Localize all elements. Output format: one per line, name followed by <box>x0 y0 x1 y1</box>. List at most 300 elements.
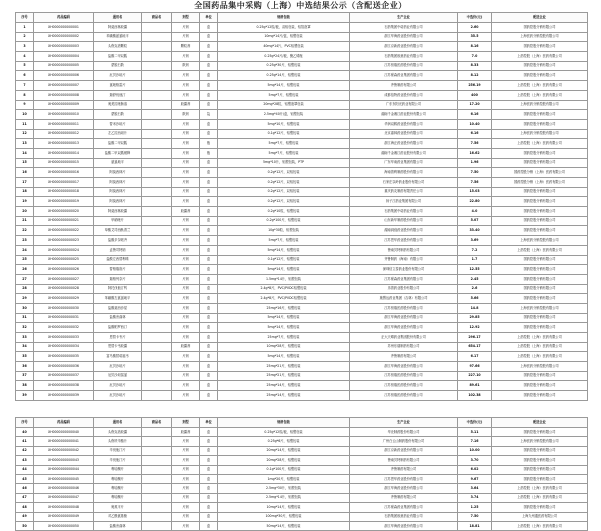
cell-code: XH0000000000003 <box>34 42 94 52</box>
cell-form: 片剂 <box>172 158 200 168</box>
cell-spec: 20mg*14片，铝塑包装 <box>218 446 350 455</box>
cell-name: 盐酸莫西沙星 <box>94 303 142 313</box>
cell-no: 46 <box>16 484 34 493</box>
header-price: 中选价(元) <box>458 13 492 23</box>
cell-brand <box>142 313 172 323</box>
cell-company: 国药控股分销有限公司 <box>492 197 588 207</box>
table-row <box>16 465 588 474</box>
cell-brand <box>142 294 172 304</box>
cell-form: 片剂 <box>172 465 200 474</box>
cell-spec: 20mg*28粒，铝塑泡罩包装 <box>218 100 350 110</box>
cell-code: XH0000000000012 <box>34 129 94 139</box>
table-row <box>16 207 588 217</box>
table-row <box>16 437 588 446</box>
cell-form: 片剂 <box>172 81 200 91</box>
cell-name: 蒙脱石散 <box>94 61 142 71</box>
cell-brand <box>142 32 172 42</box>
cell-unit: 盒 <box>200 474 218 483</box>
header-maker: 生产企业 <box>350 418 458 428</box>
cell-no: 40 <box>16 428 34 437</box>
header-no: 序号 <box>16 418 34 428</box>
cell-code: XH0000000000024 <box>34 245 94 255</box>
table-row <box>16 371 588 381</box>
cell-form: 片剂 <box>172 484 200 493</box>
cell-maker: 广州白云山制药股份有限公司 <box>350 437 458 446</box>
cell-code: XH0000000000044 <box>34 465 94 474</box>
cell-company: 国药控股分销有限公司 <box>492 381 588 391</box>
cell-no: 3 <box>16 42 34 52</box>
cell-maker: 江苏恒瑞医药股份有限公司 <box>350 391 458 401</box>
cell-maker: 江苏恒瑞医药股份有限公司 <box>350 381 458 391</box>
cell-company: 国药控股分销有限公司 <box>492 465 588 474</box>
cell-spec: 10mg*28片，铝塑包装 <box>218 342 350 352</box>
table-row <box>16 294 588 304</box>
cell-code: XH0000000000027 <box>34 274 94 284</box>
cell-code: XH0000000000005 <box>34 61 94 71</box>
cell-no: 18 <box>16 187 34 197</box>
cell-maker: 湖南洞庭药业股份有限公司 <box>350 226 458 236</box>
cell-company: 国药控股分销有限公司 <box>492 391 588 401</box>
cell-price: 7.56 <box>458 139 492 149</box>
cell-brand <box>142 119 172 129</box>
cell-code: XH0000000000011 <box>34 119 94 129</box>
cell-company: 国药控股分销有限公司 <box>492 187 588 197</box>
table-row <box>16 81 588 91</box>
cell-price: 35.5 <box>458 32 492 42</box>
table-row <box>16 119 588 129</box>
cell-form: 片剂 <box>172 333 200 343</box>
cell-spec: 2.4g*8片，PVC/PVDC铝塑包装 <box>218 294 350 304</box>
cell-no: 41 <box>16 437 34 446</box>
cell-code: XH0000000000019 <box>34 197 94 207</box>
cell-unit: 盒 <box>200 61 218 71</box>
cell-brand <box>142 428 172 437</box>
cell-maker: 齐鲁制药有限公司 <box>350 493 458 502</box>
cell-maker: 浙江华海药业股份有限公司 <box>350 521 458 530</box>
cell-no: 15 <box>16 158 34 168</box>
cell-no: 2 <box>16 32 34 42</box>
header-code: 药品编码 <box>34 13 94 23</box>
cell-company: 上药控股（上海）医药有限公司 <box>492 342 588 352</box>
cell-company: 国药控股分销有限公司 <box>492 456 588 465</box>
cell-brand <box>142 236 172 246</box>
cell-unit: 盒 <box>200 294 218 304</box>
cell-unit: 盒 <box>200 265 218 275</box>
cell-name: 厄贝沙坦片 <box>94 362 142 372</box>
cell-no: 28 <box>16 284 34 294</box>
cell-price: 7.50 <box>458 168 492 178</box>
cell-spec: 10g*30粒，铝塑包装 <box>218 226 350 236</box>
cell-unit: 盒 <box>200 323 218 333</box>
cell-spec: 5mg*14片，铝塑包装 <box>218 81 350 91</box>
cell-price: 6.16 <box>458 129 492 139</box>
cell-maker: 石药集团欧意药业有限公司 <box>350 512 458 521</box>
cell-company: 国药控股分销有限公司 <box>492 294 588 304</box>
cell-unit: 盒 <box>200 284 218 294</box>
cell-spec: 0.2g*10粒，铝塑包装 <box>218 207 350 217</box>
cell-maker: 浙江华海药业股份有限公司 <box>350 323 458 333</box>
cell-no: 47 <box>16 493 34 502</box>
cell-unit: 盒 <box>200 313 218 323</box>
cell-brand <box>142 503 172 512</box>
cell-spec: 5mg*14片，铝塑包装 <box>218 323 350 333</box>
cell-maker: 江苏豪森药业集团有限公司 <box>350 71 458 81</box>
cell-code: XH0000000000023 <box>34 236 94 246</box>
table-row <box>16 446 588 455</box>
cell-code: XH0000000000033 <box>34 333 94 343</box>
cell-brand <box>142 61 172 71</box>
cell-unit: 盒 <box>200 32 218 42</box>
cell-unit: 盒 <box>200 255 218 265</box>
cell-price: 5.11 <box>458 428 492 437</box>
cell-price: 2.60 <box>458 23 492 33</box>
cell-name: 辛伐他汀片 <box>94 446 142 455</box>
cell-brand <box>142 371 172 381</box>
table-row <box>16 381 588 391</box>
cell-no: 6 <box>16 71 34 81</box>
results-table-2 <box>15 417 588 531</box>
cell-name: 瑞格列奈片 <box>94 274 142 284</box>
cell-company: 上药控股（上海）医药有限公司 <box>492 90 588 100</box>
cell-code: XH0000000000048 <box>34 503 94 512</box>
cell-price: 7.2 <box>458 245 492 255</box>
cell-unit: 盒 <box>200 100 218 110</box>
cell-brand <box>142 333 172 343</box>
cell-no: 4 <box>16 52 34 62</box>
cell-form: 片剂 <box>172 303 200 313</box>
cell-brand <box>142 23 172 33</box>
cell-form: 片剂 <box>172 456 200 465</box>
cell-no: 43 <box>16 456 34 465</box>
cell-price: 3.74 <box>458 493 492 502</box>
cell-form: 片剂 <box>172 119 200 129</box>
cell-form: 片剂 <box>172 371 200 381</box>
cell-maker: 浙江华海药业股份有限公司 <box>350 313 458 323</box>
cell-code: XH0000000000028 <box>34 284 94 294</box>
cell-price: 89.61 <box>458 381 492 391</box>
table-row <box>16 323 588 333</box>
cell-maker: 湖南千金湘江药业股份有限公司 <box>350 110 458 120</box>
cell-name: 辛伐他汀片 <box>94 456 142 465</box>
cell-name: 孟鲁司特钠 <box>94 245 142 255</box>
cell-code: XH0000000000029 <box>34 294 94 304</box>
cell-spec: 20mg*28片，铝塑包装 <box>218 456 350 465</box>
cell-form: 片剂 <box>172 187 200 197</box>
cell-no: 38 <box>16 381 34 391</box>
cell-maker: 江苏恒瑞医药股份有限公司 <box>350 371 458 381</box>
cell-unit: 盒 <box>200 484 218 493</box>
cell-unit: 盒 <box>200 197 218 207</box>
cell-brand <box>142 216 172 226</box>
cell-unit: 盒 <box>200 391 218 401</box>
cell-spec: 0.2g*12片，双铝包装 <box>218 178 350 188</box>
cell-price: 12.55 <box>458 265 492 275</box>
cell-maker: 江苏豪森药业集团有限公司 <box>350 503 458 512</box>
cell-price: 7.50 <box>458 512 492 521</box>
cell-maker: 施慧达药业集团（吉林）有限公司 <box>350 294 458 304</box>
cell-price: 1.25 <box>458 503 492 512</box>
cell-company: 上药控股（上海）医药有限公司 <box>492 493 588 502</box>
cell-code: XH0000000000016 <box>34 168 94 178</box>
cell-brand <box>142 362 172 372</box>
cell-spec: 5mg*7片，铝塑包装 <box>218 90 350 100</box>
cell-code: XH0000000000039 <box>34 391 94 401</box>
cell-code: XH0000000000026 <box>34 265 94 275</box>
cell-no: 36 <box>16 362 34 372</box>
cell-spec: 2.5mg*14片，铝塑包装 <box>218 493 350 502</box>
cell-no: 37 <box>16 371 34 381</box>
table-row <box>16 428 588 437</box>
cell-maker: 苏州东瑞制药有限公司 <box>350 342 458 352</box>
cell-no: 13 <box>16 139 34 149</box>
cell-unit: 瓶 <box>200 139 218 149</box>
cell-maker: 浙江京新药业股份有限公司 <box>350 446 458 455</box>
table-row <box>16 226 588 236</box>
document-title: 全国药品集中采购（上海）中选结果公示（含配送企业） <box>194 1 407 10</box>
cell-code: XH0000000000035 <box>34 352 94 362</box>
cell-code: XH0000000000041 <box>34 437 94 446</box>
cell-company: 国药控股分销有限公司 <box>492 255 588 265</box>
cell-maker: 华润双鹤药业股份有限公司 <box>350 119 458 129</box>
cell-no: 44 <box>16 465 34 474</box>
cell-spec: 40mg*14片，PVC铝塑包装 <box>218 42 350 52</box>
cell-no: 25 <box>16 255 34 265</box>
header-brand: 商品名 <box>142 13 172 23</box>
cell-price: 9.67 <box>458 474 492 483</box>
cell-brand <box>142 71 172 81</box>
cell-brand <box>142 437 172 446</box>
table-row <box>16 484 588 493</box>
cell-price: 29.85 <box>458 313 492 323</box>
cell-maker: 北京嘉林药业股份有限公司 <box>350 129 458 139</box>
table-row <box>16 512 588 521</box>
cell-form: 片剂 <box>172 362 200 372</box>
table-row <box>16 303 588 313</box>
cell-company: 国药控股分销有限公司 <box>492 323 588 333</box>
cell-form: 片剂 <box>172 236 200 246</box>
header-company: 配送企业 <box>492 418 588 428</box>
cell-name: 利培酮片 <box>94 493 142 502</box>
cell-brand <box>142 274 172 284</box>
cell-code: XH0000000000007 <box>34 81 94 91</box>
cell-brand <box>142 187 172 197</box>
cell-maker: 石药集团欧意药业有限公司 <box>350 52 458 62</box>
cell-company: 国药控股分销有限公司 <box>492 61 588 71</box>
cell-spec: 5mg*14片，铝塑包装 <box>218 352 350 362</box>
cell-code: XH0000000000025 <box>34 255 94 265</box>
header-company: 配送企业 <box>492 13 588 23</box>
cell-name: 阿莫西林片 <box>94 187 142 197</box>
cell-company: 国药控股分销（上海）医药有限公司 <box>492 178 588 188</box>
cell-unit: 盒 <box>200 503 218 512</box>
cell-company: 国药控股分销有限公司 <box>492 428 588 437</box>
cell-maker: 浙江华海药业股份有限公司 <box>350 484 458 493</box>
table-row <box>16 148 588 158</box>
cell-unit: 盒 <box>200 428 218 437</box>
cell-price: 2.45 <box>458 274 492 284</box>
cell-form: 片剂 <box>172 90 200 100</box>
header-name: 通用名 <box>94 418 142 428</box>
cell-unit: 盒 <box>200 71 218 81</box>
cell-no: 17 <box>16 178 34 188</box>
cell-no: 12 <box>16 129 34 139</box>
cell-name: 蒙脱石散 <box>94 110 142 120</box>
cell-price: 3.70 <box>458 456 492 465</box>
cell-company: 上药控股（上海）医药有限公司 <box>492 333 588 343</box>
cell-price: 3.64 <box>458 484 492 493</box>
cell-no: 34 <box>16 342 34 352</box>
cell-no: 8 <box>16 90 34 100</box>
cell-company: 国药控股分销有限公司 <box>492 371 588 381</box>
cell-price: 2.6 <box>458 284 492 294</box>
cell-company: 国药控股分销有限公司 <box>492 119 588 129</box>
cell-maker: 深圳信立泰药业股份有限公司 <box>350 265 458 275</box>
cell-form: 片剂 <box>172 274 200 284</box>
header-code: 药品编码 <box>34 418 94 428</box>
cell-brand <box>142 446 172 455</box>
cell-code: XH0000000000036 <box>34 362 94 372</box>
results-table-1 <box>15 12 588 401</box>
cell-code: XH0000000000018 <box>34 187 94 197</box>
cell-spec: 5mg*14片，铝塑包装 <box>218 245 350 255</box>
cell-company: 国药控股分销有限公司 <box>492 216 588 226</box>
cell-code: XH0000000000034 <box>34 342 94 352</box>
cell-name: 利培酮片 <box>94 484 142 493</box>
cell-code: XH0000000000001 <box>34 23 94 33</box>
cell-unit: 盒 <box>200 274 218 284</box>
cell-name: 阿莫西林片 <box>94 197 142 207</box>
cell-name: 左乙拉西坦片 <box>94 129 142 139</box>
cell-brand <box>142 197 172 207</box>
cell-unit: 盒 <box>200 245 218 255</box>
cell-no: 33 <box>16 333 34 343</box>
cell-name: 恩替卡韦片 <box>94 333 142 343</box>
cell-maker: 海南普利制药股份有限公司 <box>350 168 458 178</box>
table-row <box>16 61 588 71</box>
cell-unit: 盒 <box>200 158 218 168</box>
cell-spec: 0.25g*30片，铝塑包装 <box>218 61 350 71</box>
cell-spec: 25mg*7片，铝塑包装 <box>218 333 350 343</box>
cell-name: 苯磺酸左氨氯地平 <box>94 294 142 304</box>
cell-price: 6.16 <box>458 110 492 120</box>
cell-unit: 盒 <box>200 52 218 62</box>
cell-name: 盐酸二甲双胍 <box>94 139 142 149</box>
table-row <box>16 255 588 265</box>
cell-price: 1.7 <box>458 255 492 265</box>
cell-spec: 0.25g*6片，铝塑包装 <box>218 437 350 446</box>
cell-form: 片剂 <box>172 71 200 81</box>
cell-no: 9 <box>16 100 34 110</box>
table-row <box>16 333 588 343</box>
cell-spec: 5mg*7片，铝塑包装 <box>218 139 350 149</box>
cell-unit: 盒 <box>200 168 218 178</box>
header-price: 中选价(元) <box>458 418 492 428</box>
cell-price: 256.19 <box>458 81 492 91</box>
cell-no: 21 <box>16 216 34 226</box>
cell-unit: 盒 <box>200 493 218 502</box>
table-row <box>16 168 588 178</box>
cell-name: 厄贝沙坦片 <box>94 381 142 391</box>
cell-form: 片剂 <box>172 265 200 275</box>
cell-price: 15.03 <box>458 187 492 197</box>
cell-brand <box>142 391 172 401</box>
cell-spec: 5mg*14片，铝塑包装 <box>218 313 350 323</box>
cell-form: 片剂 <box>172 255 200 265</box>
cell-form: 片剂 <box>172 148 200 158</box>
cell-name: 替米沙坦片 <box>94 119 142 129</box>
cell-code: XH0000000000021 <box>34 216 94 226</box>
cell-price: 102.38 <box>458 391 492 401</box>
cell-unit: 盒 <box>200 303 218 313</box>
cell-form: 片剂 <box>172 446 200 455</box>
cell-unit: 盒 <box>200 437 218 446</box>
cell-brand <box>142 100 172 110</box>
table-row <box>16 313 588 323</box>
cell-code: XH0000000000004 <box>34 52 94 62</box>
cell-company: 上海医药分销控股有限公司 <box>492 129 588 139</box>
cell-name: 盐酸帕罗西汀 <box>94 323 142 333</box>
cell-name: 替格瑞洛片 <box>94 265 142 275</box>
cell-company: 国药控股分销有限公司 <box>492 274 588 284</box>
cell-form: 胶囊剂 <box>172 100 200 110</box>
cell-no: 30 <box>16 303 34 313</box>
cell-unit: 盒 <box>200 333 218 343</box>
cell-code: XH0000000000002 <box>34 32 94 42</box>
table-row <box>16 265 588 275</box>
cell-form: 片剂 <box>172 381 200 391</box>
cell-form: 片剂 <box>172 216 200 226</box>
cell-form: 片剂 <box>172 512 200 521</box>
cell-maker: 齐鲁制药有限公司 <box>350 465 458 474</box>
cell-maker: 山东新华制药股份有限公司 <box>350 216 458 226</box>
cell-maker: 浙江华海药业股份有限公司 <box>350 32 458 42</box>
cell-spec: 25mg*21片，铝塑包装 <box>218 371 350 381</box>
cell-price: 7.16 <box>458 437 492 446</box>
cell-maker: 齐鲁制药有限公司 <box>350 81 458 91</box>
cell-name: 头孢克洛颗粒 <box>94 42 142 52</box>
cell-company: 国药控股分销有限公司 <box>492 226 588 236</box>
cell-form: 片剂 <box>172 168 200 178</box>
cell-unit: 盒 <box>200 23 218 33</box>
cell-company: 国药控股分销有限公司 <box>492 42 588 52</box>
cell-name: 盐酸舍曲林 <box>94 521 142 530</box>
header-spec: 规格包装 <box>218 13 350 23</box>
cell-no: 29 <box>16 294 34 304</box>
cell-code: XH0000000000008 <box>34 90 94 100</box>
cell-unit: 盒 <box>200 512 218 521</box>
cell-no: 11 <box>16 119 34 129</box>
cell-price: 8.33 <box>458 61 492 71</box>
table-row <box>16 139 588 149</box>
cell-code: XH0000000000038 <box>34 381 94 391</box>
header-unit: 单位 <box>200 13 218 23</box>
cell-form: 片剂 <box>172 52 200 62</box>
cell-price: 5.07 <box>458 216 492 226</box>
cell-name: 盐酸左西替利嗪 <box>94 255 142 265</box>
table-row <box>16 52 588 62</box>
cell-code: XH0000000000017 <box>34 178 94 188</box>
cell-maker: 重庆药友制药有限责任公司 <box>350 187 458 197</box>
cell-maker: 石药集团中诺药业有限公司 <box>350 207 458 217</box>
cell-price: 10.00 <box>458 446 492 455</box>
cell-company: 上海医药分销控股有限公司 <box>492 437 588 446</box>
cell-no: 35 <box>16 352 34 362</box>
cell-unit: 盒 <box>200 129 218 139</box>
cell-unit: 盒 <box>200 521 218 530</box>
cell-form: 片剂 <box>172 521 200 530</box>
cell-spec: 25mg*14片，铝塑包装 <box>218 391 350 401</box>
cell-company: 上药控股（上海）医药有限公司 <box>492 52 588 62</box>
